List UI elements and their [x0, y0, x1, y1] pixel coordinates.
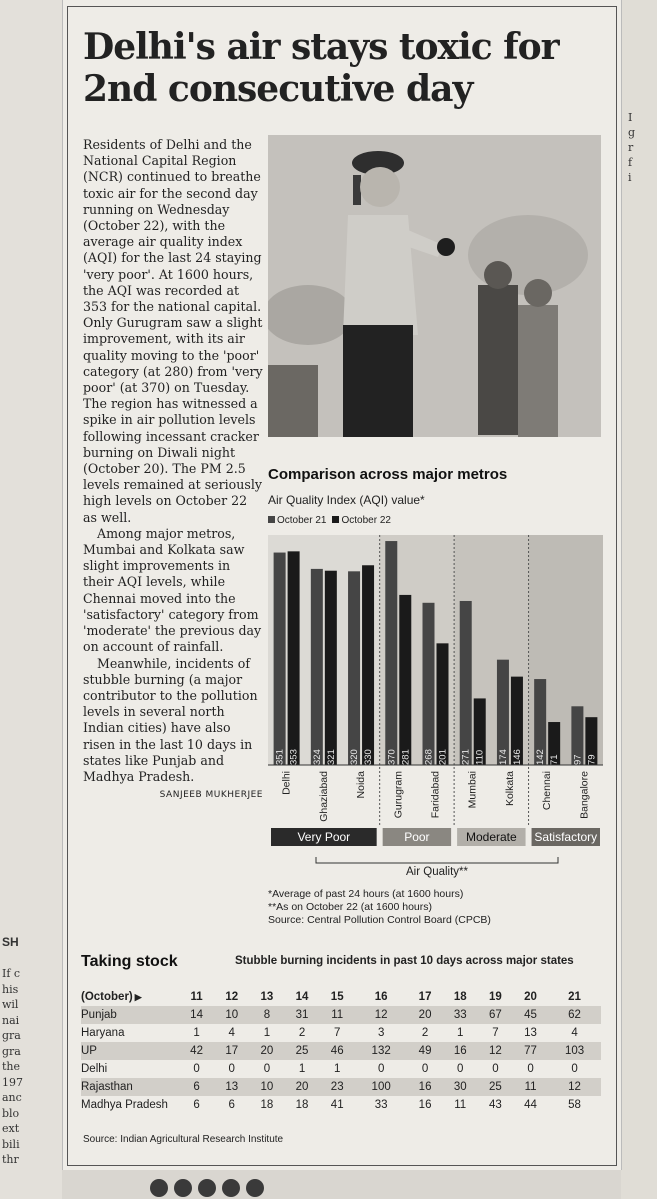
fragment-text: r: [628, 141, 634, 154]
incident-count: 62: [548, 1006, 601, 1024]
fragment-text: g: [628, 126, 636, 139]
bar-october-22: [399, 595, 411, 765]
legend-swatch-october-22: [332, 516, 339, 523]
header-day: 12: [225, 991, 239, 1003]
article-body: [83, 137, 263, 803]
chart-source: Source: Central Pollution Control Board (CPCB): [268, 914, 491, 926]
incident-count: 12: [478, 1042, 513, 1060]
photo-illustration: [268, 135, 601, 437]
incident-count: 18: [260, 1099, 274, 1111]
incident-count: 11: [320, 1006, 355, 1024]
incident-count: 12: [548, 1078, 601, 1096]
incident-count: 2: [421, 1027, 429, 1039]
state-name: Delhi: [81, 1063, 108, 1075]
stubble-burning-table: [81, 988, 601, 1114]
category-label: Ghaziabad: [317, 771, 330, 822]
air-quality-axis-label: Air Quality**: [406, 866, 468, 878]
bar-value-label: 71: [549, 754, 561, 765]
category-label: Chennai: [541, 771, 554, 811]
bar-value-label: 97: [572, 754, 584, 765]
bar-value-label: 370: [386, 749, 398, 765]
incident-count: 49: [408, 1042, 443, 1060]
table-row: [81, 1078, 601, 1096]
incident-count: 0: [193, 1063, 200, 1075]
incident-count: 8: [249, 1006, 284, 1024]
hole-icon: [222, 1179, 240, 1197]
table-header-row: [81, 988, 601, 1006]
incident-count: 0: [527, 1063, 534, 1075]
incident-count: 1: [298, 1063, 306, 1075]
state-name: UP: [81, 1042, 179, 1060]
incident-count: 33: [443, 1006, 478, 1024]
fragment-text: 197: [2, 1075, 23, 1089]
incident-count: 25: [478, 1078, 513, 1096]
category-label: Delhi: [280, 771, 293, 795]
category-label: Faridabad: [429, 771, 442, 819]
header-day: 18: [453, 991, 467, 1003]
headline: [83, 26, 603, 110]
fragment-text: If c: [2, 967, 21, 980]
bar-value-label: 146: [511, 749, 523, 765]
incident-count: 0: [571, 1063, 578, 1075]
bar-october-21: [423, 603, 435, 765]
group-badge-label: Moderate: [465, 830, 517, 844]
bar-october-22: [325, 571, 337, 765]
fragment-text: his: [2, 982, 19, 996]
table-title: Taking stock: [81, 953, 178, 970]
bar-value-label: 110: [474, 749, 486, 765]
aqi-bar-chart: [268, 535, 603, 880]
incident-count: 10: [214, 1006, 249, 1024]
incident-count: 2: [298, 1027, 306, 1039]
header-day: 13: [260, 991, 274, 1003]
incident-count: 18: [295, 1099, 309, 1111]
incident-count: 33: [374, 1099, 388, 1111]
legend-item-october-21: [268, 515, 326, 526]
bar-october-22: [362, 565, 374, 765]
hole-icon: [246, 1179, 264, 1197]
incident-count: 77: [513, 1042, 548, 1060]
header-arrow-icon: ▶: [134, 992, 142, 1002]
traffic-police-photo: [268, 135, 601, 437]
incident-count: 0: [421, 1063, 429, 1075]
bar-value-label: 201: [437, 749, 449, 765]
incident-count: 16: [408, 1078, 443, 1096]
fragment-text: gra: [2, 1044, 21, 1058]
incident-count: 46: [320, 1042, 355, 1060]
fragment-text: gra: [2, 1029, 21, 1042]
category-label: Noida: [355, 771, 368, 799]
incident-count: 0: [377, 1063, 385, 1075]
legend-label-october-22: October 22: [341, 515, 391, 526]
fragment-text: nai: [2, 1013, 20, 1027]
category-label: Gurugram: [392, 771, 405, 819]
fragment-text: f: [628, 156, 633, 169]
incident-count: 4: [228, 1027, 235, 1039]
incident-count: 16: [418, 1099, 432, 1111]
fragment-text: thr: [2, 1153, 19, 1166]
incident-count: 11: [513, 1078, 548, 1096]
header-day: 14: [295, 991, 309, 1003]
table-row: [81, 1006, 601, 1024]
incident-count: 23: [320, 1078, 355, 1096]
bar-october-22: [288, 551, 300, 765]
air-quality-bracket: [316, 857, 558, 863]
hole-icon: [198, 1179, 216, 1197]
legend-label-october-21: October 21: [277, 515, 327, 526]
header-day: 17: [418, 991, 432, 1003]
incident-count: 17: [214, 1042, 249, 1060]
table-row: [81, 1060, 601, 1078]
chart-legend: [268, 515, 391, 526]
table-subtitle: Stubble burning incidents in past 10 days across major states: [235, 955, 574, 967]
incident-count: 7: [492, 1027, 499, 1039]
binding-holes: [150, 1179, 264, 1197]
fragment-text: i: [628, 171, 632, 184]
header-day: 19: [488, 991, 502, 1003]
group-badge-label: Satisfactory: [534, 830, 598, 844]
incident-count: 3: [377, 1027, 385, 1039]
incident-count: 12: [355, 1006, 408, 1024]
incident-count: 132: [355, 1042, 408, 1060]
category-label: Kolkata: [503, 771, 516, 807]
fragment-text: the: [2, 1060, 21, 1073]
chart-notes: [268, 888, 491, 927]
incident-count: 0: [457, 1063, 464, 1075]
header-day: 16: [374, 991, 388, 1003]
header-month-label: (October): [81, 991, 133, 1003]
bar-value-label: 330: [363, 749, 375, 765]
incident-count: 11: [454, 1099, 467, 1111]
state-name: Madhya Pradesh: [81, 1099, 168, 1111]
fragment-text: anc: [2, 1091, 22, 1104]
bar-october-22: [437, 643, 449, 765]
incident-count: 58: [568, 1099, 581, 1111]
bar-october-21: [460, 601, 472, 765]
header-day: 15: [330, 991, 344, 1003]
bar-value-label: 271: [460, 749, 472, 765]
incident-count: 13: [524, 1027, 537, 1039]
category-label: Mumbai: [466, 771, 479, 809]
bar-value-label: 142: [535, 749, 547, 765]
fragment-text: I: [628, 111, 633, 124]
bar-value-label: 174: [497, 749, 509, 765]
incident-count: 16: [443, 1042, 478, 1060]
incident-count: 0: [228, 1063, 235, 1075]
group-badge-label: Poor: [404, 830, 430, 844]
incident-count: 7: [334, 1027, 341, 1039]
paragraph-1: Residents of Delhi and the National Capital Region (NCR) continued to breathe toxic air for the second day running on Wednesday (October 22), with the average air quality index (AQI) for the last 24 staying 'very poor'. At 1600 hours, the AQI was recorded at 353 for the national capital. Only Gurugram saw a slight improvement, with its air quality moving to the 'poor' category (at 280) from 'very poor' (at 370) on Tuesday. The region has witnessed a spike in air pollution levels following incessant cracker burning on Diwali night (October 20). The PM 2.5 levels remained at seriously high levels on October 22 as well.: [83, 137, 263, 525]
incident-count: 10: [249, 1078, 284, 1096]
bar-october-21: [311, 569, 323, 765]
header-day: 11: [190, 991, 203, 1003]
hole-icon: [174, 1179, 192, 1197]
group-badge-label: Very Poor: [297, 830, 351, 844]
bar-october-21: [274, 553, 286, 765]
hole-icon: [150, 1179, 168, 1197]
chart-note-date: **As on October 22 (at 1600 hours): [268, 901, 433, 913]
bar-october-21: [385, 541, 397, 765]
bar-value-label: 268: [423, 749, 435, 765]
fragment-text: wil: [2, 998, 19, 1011]
incident-count: 31: [284, 1006, 319, 1024]
header-day: 21: [568, 991, 581, 1003]
category-label: Bangalore: [578, 771, 591, 819]
left-fragments: [2, 966, 32, 1168]
header-day: 20: [524, 991, 537, 1003]
chart-ylabel: Air Quality Index (AQI) value*: [268, 493, 425, 507]
incident-count: 6: [193, 1099, 200, 1111]
incident-count: 14: [179, 1006, 214, 1024]
table-row: [81, 1042, 601, 1060]
right-fragments: [628, 110, 648, 185]
chart-title: Comparison across major metros: [268, 466, 508, 483]
incident-count: 6: [228, 1099, 235, 1111]
bar-value-label: 324: [311, 749, 323, 765]
incident-count: 25: [284, 1042, 319, 1060]
bar-value-label: 79: [586, 754, 598, 765]
incident-count: 0: [492, 1063, 499, 1075]
incident-count: 44: [524, 1099, 537, 1111]
table-row: [81, 1096, 601, 1114]
incident-count: 13: [214, 1078, 249, 1096]
incident-count: 1: [263, 1027, 271, 1039]
incident-count: 67: [478, 1006, 513, 1024]
headline-line-2: 2nd consecutive day: [83, 68, 473, 110]
incident-count: 30: [443, 1078, 478, 1096]
incident-count: 20: [408, 1006, 443, 1024]
table-body: [81, 1006, 601, 1114]
table-source: Source: Indian Agricultural Research Institute: [83, 1134, 284, 1145]
paragraph-2: Among major metros, Mumbai and Kolkata saw slight improvements in their AQI levels, while Chennai moved into the 'satisfactory' category from 'moderate' the previous day on account of rainfall.: [83, 525, 262, 655]
incident-count: 20: [249, 1042, 284, 1060]
incident-count: 41: [330, 1099, 344, 1111]
legend-swatch-october-21: [268, 516, 275, 523]
news-page: [62, 0, 622, 1170]
legend-item-october-22: [332, 515, 390, 526]
table-row: [81, 1024, 601, 1042]
incident-count: 6: [179, 1078, 214, 1096]
fragment-text: ext: [2, 1122, 20, 1135]
headline-line-1: Delhi's air stays toxic for: [83, 26, 559, 68]
fragment-text: blo: [2, 1106, 20, 1120]
incident-count: 45: [513, 1006, 548, 1024]
incident-count: 43: [488, 1099, 502, 1111]
bar-value-label: 353: [288, 749, 300, 765]
bar-value-label: 320: [349, 749, 361, 765]
incident-count: 100: [355, 1078, 408, 1096]
incident-count: 0: [263, 1063, 271, 1075]
bar-value-label: 351: [274, 749, 286, 765]
bar-value-label: 321: [325, 749, 337, 765]
state-name: Rajasthan: [81, 1078, 179, 1096]
incident-count: 1: [457, 1027, 464, 1039]
left-fragment-heading: SH: [2, 935, 19, 949]
incident-count: 1: [193, 1027, 200, 1039]
incident-count: 103: [548, 1042, 601, 1060]
incident-count: 20: [284, 1078, 319, 1096]
header-month-cell: [81, 988, 179, 1006]
incident-count: 42: [179, 1042, 214, 1060]
byline: SANJEEB MUKHERJEE: [159, 790, 263, 801]
bar-value-label: 281: [400, 749, 412, 765]
incident-count: 4: [571, 1027, 578, 1039]
paragraph-3: Meanwhile, incidents of stubble burning (a major contributor to the pollution levels in several north Indian cities) have also risen in the last 10 days in states like Punjab and Madhya Pradesh.: [83, 655, 258, 784]
fragment-text: bili: [2, 1137, 20, 1151]
chart-note-average: *Average of past 24 hours (at 1600 hours): [268, 888, 464, 900]
state-name: Haryana: [81, 1027, 125, 1039]
state-name: Punjab: [81, 1006, 179, 1024]
incident-count: 1: [334, 1063, 341, 1075]
bar-october-21: [348, 571, 360, 765]
